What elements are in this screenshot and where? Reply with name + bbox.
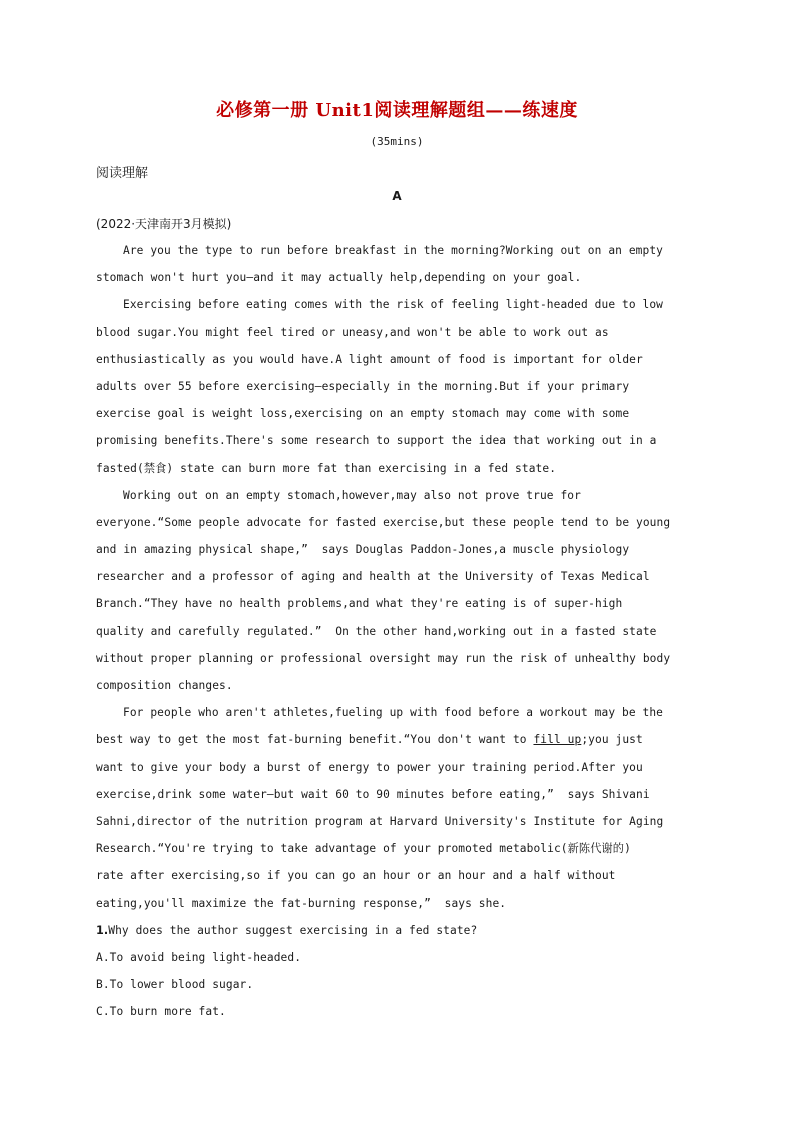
paragraph-line: fasted(禁食) state can burn more fat than exercising in a fed state. (96, 461, 557, 475)
paragraph-line: exercise,drink some water—but wait 60 to 90 minutes before eating,” says Shivani (96, 787, 650, 801)
question-stem (96, 917, 696, 944)
paragraph-line: researcher and a professor of aging and health at the University of Texas Medical (96, 570, 650, 584)
paragraph-line: stomach won't hurt you—and it may actually help,depending on your goal. (96, 271, 582, 285)
paragraph-line: quality and carefully regulated.” On the other hand,working out in a fasted state (96, 624, 657, 638)
question-number: 1. (96, 923, 109, 937)
page-title: 必修第一册 Unit1阅读理解题组——练速度 (216, 100, 578, 121)
paragraph-line: everyone.“Some people advocate for fasted exercise,but these people tend to be young (96, 515, 671, 529)
paragraph-line: Research.“You're trying to take advantage of your promoted metabolic(新陈代谢的) (96, 842, 631, 856)
paragraph-line: Are you the type to run before breakfast in the morning?Working out on an empty (123, 244, 663, 257)
answer-option-c: C.To burn more fat. (96, 1005, 226, 1019)
paragraph-line: For people who aren't athletes,fueling up with food before a workout may be the (123, 706, 663, 720)
paragraph-line: Working out on an empty stomach,however,may also not prove true for (123, 488, 581, 502)
passage-body (96, 237, 696, 1025)
paragraph-line: without proper planning or professional oversight may run the risk of unhealthy body (96, 651, 671, 665)
paragraph-line: Sahni,director of the nutrition program at Harvard University's Institute for Aging (96, 814, 664, 828)
paragraph-line: adults over 55 before exercising—especially in the morning.But if your primary (96, 379, 630, 393)
line-text: ;you just (581, 733, 643, 747)
paragraph-line (96, 726, 696, 753)
passage-label: A (392, 189, 402, 203)
underlined-phrase: fill up (533, 733, 582, 747)
line-text: best way to get the most fat-burning benefit.“You don't want to (96, 733, 534, 747)
question-text: Why does the author suggest exercising in a fed state? (108, 923, 478, 937)
answer-option-a: A.To avoid being light-headed. (96, 950, 302, 964)
time-limit: (35mins) (370, 135, 424, 148)
paragraph-line: enthusiastically as you would have.A light amount of food is important for older (96, 352, 643, 366)
paragraph-line: and in amazing physical shape,” says Douglas Paddon-Jones,a muscle physiology (96, 543, 630, 557)
paragraph-line: Branch.“They have no health problems,and what they're eating is of super-high (96, 597, 623, 611)
paragraph-line: rate after exercising,so if you can go an hour or an hour and a half without (96, 869, 616, 883)
passage-source: (2022·天津南开3月模拟) (96, 217, 232, 231)
paragraph-line: Exercising before eating comes with the risk of feeling light-headed due to low (123, 298, 663, 312)
paragraph-line: exercise goal is weight loss,exercising on an empty stomach may come with some (96, 407, 630, 421)
answer-option-b: B.To lower blood sugar. (96, 978, 254, 992)
section-heading: 阅读理解 (96, 166, 149, 181)
paragraph-line: blood sugar.You might feel tired or uneasy,and won't be able to work out as (96, 325, 609, 339)
paragraph-line: eating,you'll maximize the fat-burning response,” says she. (96, 896, 507, 910)
paragraph-line: want to give your body a burst of energy to power your training period.After you (96, 760, 643, 774)
paragraph-line: promising benefits.There's some research to support the idea that working out in a (96, 434, 657, 448)
paragraph-line: composition changes. (96, 679, 233, 692)
